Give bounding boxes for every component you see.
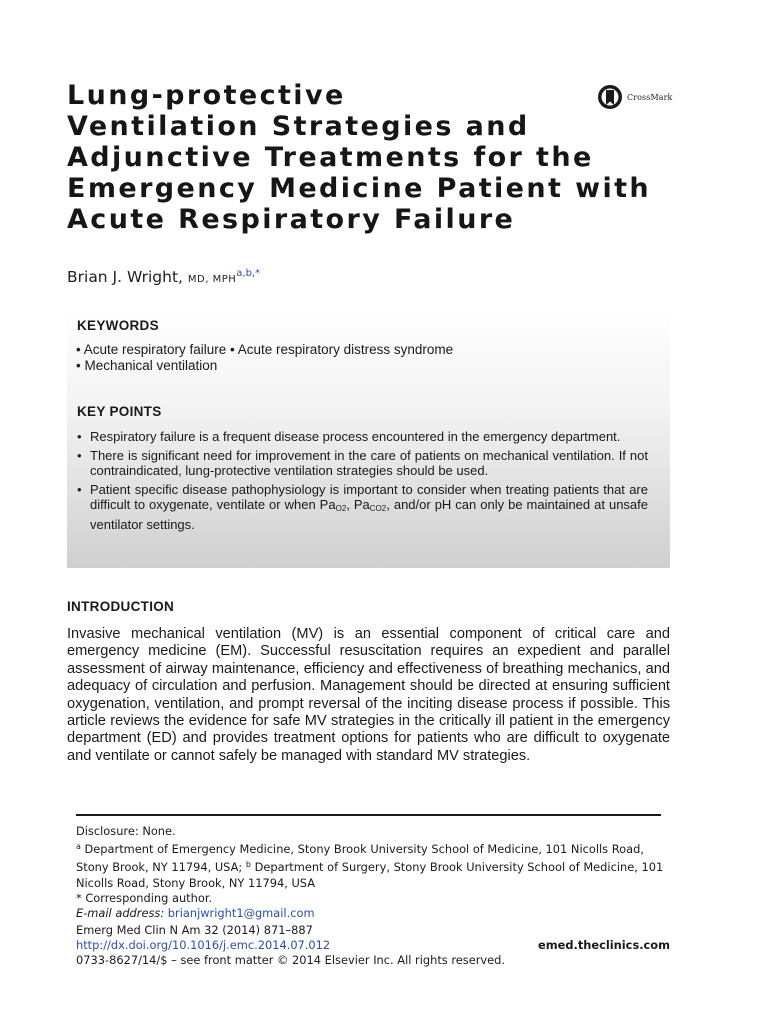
title-line: Acute Respiratory Failure (67, 204, 516, 235)
doi-link[interactable]: http://dx.doi.org/10.1016/j.emc.2014.07.012 (76, 938, 331, 953)
author-name: Brian J. Wright, (67, 268, 183, 286)
key-point-item: • Respiratory failure is a frequent disease process encountered in the emergency department. (76, 429, 648, 445)
key-points-list (76, 429, 648, 535)
title-line: Adjunctive Treatments for the (67, 142, 594, 173)
crossmark-badge[interactable] (597, 84, 673, 110)
author-affiliation-marks[interactable]: a,b,* (236, 268, 261, 279)
key-points-heading: KEY POINTS (77, 404, 162, 419)
author-degrees: MD, MPH (187, 274, 237, 285)
disclosure: Disclosure: None. (76, 824, 176, 838)
article-title (67, 80, 687, 235)
journal-info (76, 923, 670, 969)
email-line (76, 906, 666, 921)
keywords-line: • Mechanical ventilation (76, 358, 218, 373)
title-line: Lung-protective (67, 80, 346, 111)
author-line (67, 268, 260, 286)
introduction-heading: INTRODUCTION (67, 599, 175, 614)
crossmark-label: CrossMark (627, 92, 673, 102)
corresponding-author: * Corresponding author. (76, 890, 213, 905)
citation: Emerg Med Clin N Am 32 (2014) 871–887 (76, 923, 313, 937)
footnotes (76, 824, 666, 921)
keywords-keypoints-box (67, 308, 670, 568)
title-line: Emergency Medicine Patient with (67, 173, 652, 204)
key-point-item: • There is significant need for improvement in the care of patients on mechanical ventilation. If not contraindicated, lung-protective ventilation strategies should be used. (76, 448, 648, 479)
affiliations: $^a$ Department of Emergency Medicine, Stony Brook University School of Medicine, 101 Nicolls Road, Stony Brook, NY 11794, USA; $^b$ Department of Surgery, Stony Brook University School of Medicine, 101 Nicolls Road, Stony Brook, NY 11794, USA (76, 842, 664, 890)
introduction-body: Invasive mechanical ventilation (MV) is an essential component of critical care and emergency medicine (EM). Successful resuscitation requires an expedient and parallel assessment of airway maintenance, efficiency and effectiveness of breathing mechanics, and adequacy of circulation and perfusion. Management should be directed at ensuring sufficient oxygenation, ventilation, and prompt reversal of the inciting disease process if possible. This article reviews the evidence for safe MV strategies in the critically ill patient in the emergency department (ED) and provides treatment options for patients who are difficult to oxygenate and ventilate or cannot safely be managed with standard MV strategies. (67, 626, 670, 764)
keywords-heading: KEYWORDS (77, 318, 159, 333)
email-link[interactable]: brianjwright1@gmail.com (167, 906, 315, 921)
keywords-line: • Acute respiratory failure • Acute respiratory distress syndrome (76, 342, 454, 357)
journal-site[interactable]: emed.theclinics.com (538, 938, 670, 952)
footnote-divider (76, 814, 661, 816)
key-point-item: • Patient specific disease pathophysiology is important to consider when treating patients that are difficult to oxygenate, ventilate or when $Pa_{O2}$, $Pa_{CO2}$, and/or pH can only be maintained at unsafe ventilator settings. (76, 482, 648, 533)
crossmark-icon (597, 84, 623, 110)
email-label: E-mail address: (76, 906, 165, 921)
title-line: Ventilation Strategies and (67, 111, 530, 142)
copyright: 0733-8627/14/$ – see front matter © 2014 Elsevier Inc. All rights reserved. (76, 953, 506, 968)
